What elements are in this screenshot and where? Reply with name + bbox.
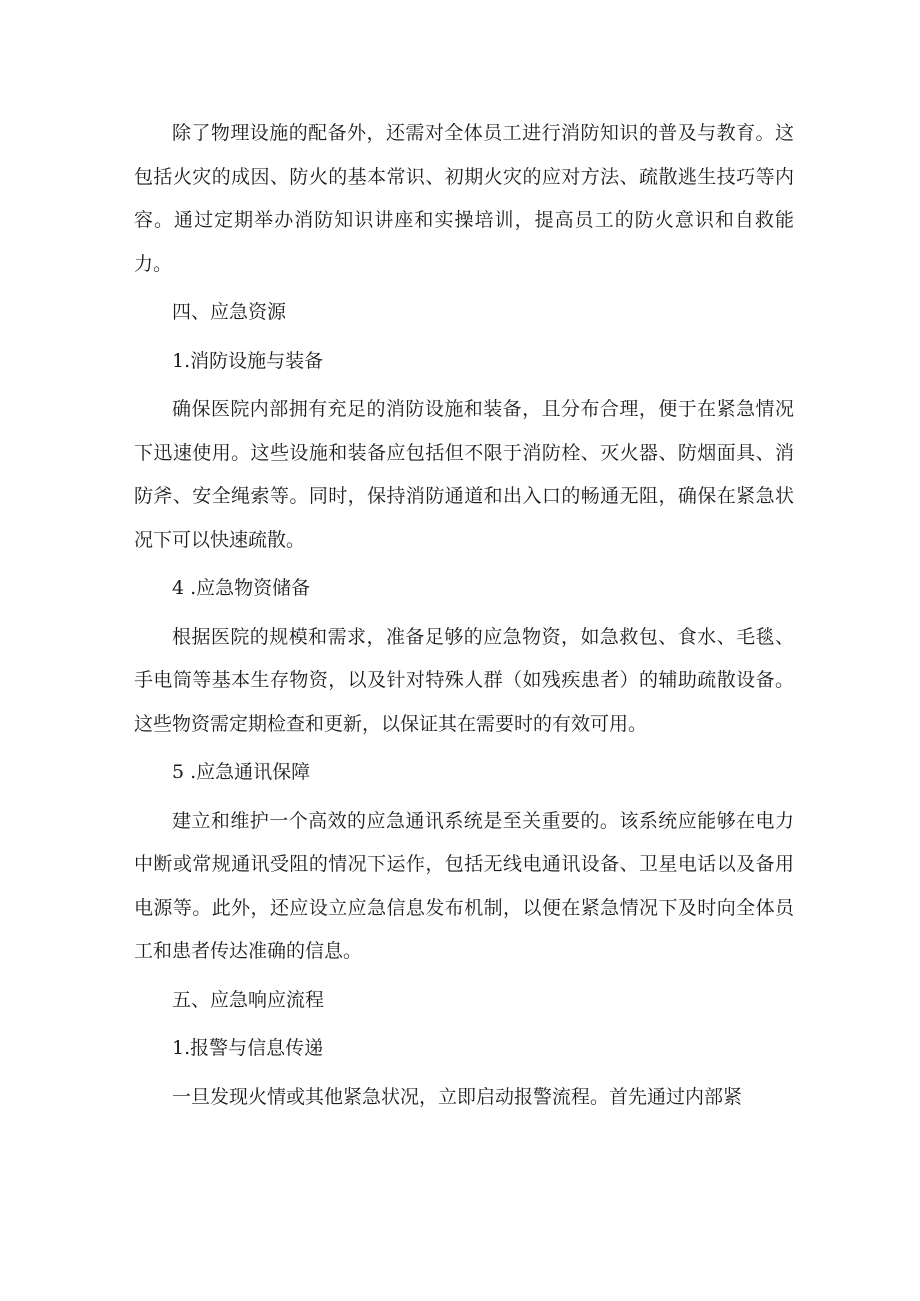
paragraph-emergency-supplies: 根据医院的规模和需求，准备足够的应急物资，如急救包、食水、毛毯、手电筒等基本生存物资，以及针对特殊人群（如残疾患者）的辅助疏散设备。这些物资需定期检查和更新，以保证其在需要时的有效可用。 — [134, 625, 794, 735]
subheading-alarm-reporting: 1.报警与信息传递 — [172, 1037, 324, 1059]
paragraph-fire-facilities: 确保医院内部拥有充足的消防设施和装备，且分布合理，便于在紧急情况下迅速使用。这些设施和装备应包括但不限于消防栓、灭火器、防烟面具、消防斧、安全绳索等。同时，保持消防通道和出入口的畅通无阻，确保在紧急状况下可以快速疏散。 — [134, 398, 794, 551]
paragraph-fire-education: 除了物理设施的配备外，还需对全体员工进行消防知识的普及与教育。这包括火灾的成因、防火的基本常识、初期火灾的应对方法、疏散逃生技巧等内容。通过定期举办消防知识讲座和实操培训，提高员工的防火意识和自救能力。 — [134, 122, 794, 275]
paragraph-alarm-reporting: 一旦发现火情或其他紧急状况，立即启动报警流程。首先通过内部紧 — [172, 1085, 743, 1108]
subheading-emergency-communication: 5 .应急通讯保障 — [172, 761, 311, 783]
document-body — [134, 112, 794, 1124]
subheading-fire-facilities: 1.消防设施与装备 — [172, 349, 324, 372]
paragraph-emergency-communication: 建立和维护一个高效的应急通讯系统是至关重要的。该系统应能够在电力中断或常规通讯受阻的情况下运作，包括无线电通讯设备、卫星电话以及备用电源等。此外，还应设立应急信息发布机制，以便在紧急情况下及时向全体员工和患者传达准确的信息。 — [134, 809, 794, 962]
section-heading-emergency-resources: 四、应急资源 — [172, 301, 287, 323]
subheading-emergency-supplies: 4 .应急物资储备 — [172, 577, 311, 599]
section-heading-response-process: 五、应急响应流程 — [172, 988, 325, 1011]
